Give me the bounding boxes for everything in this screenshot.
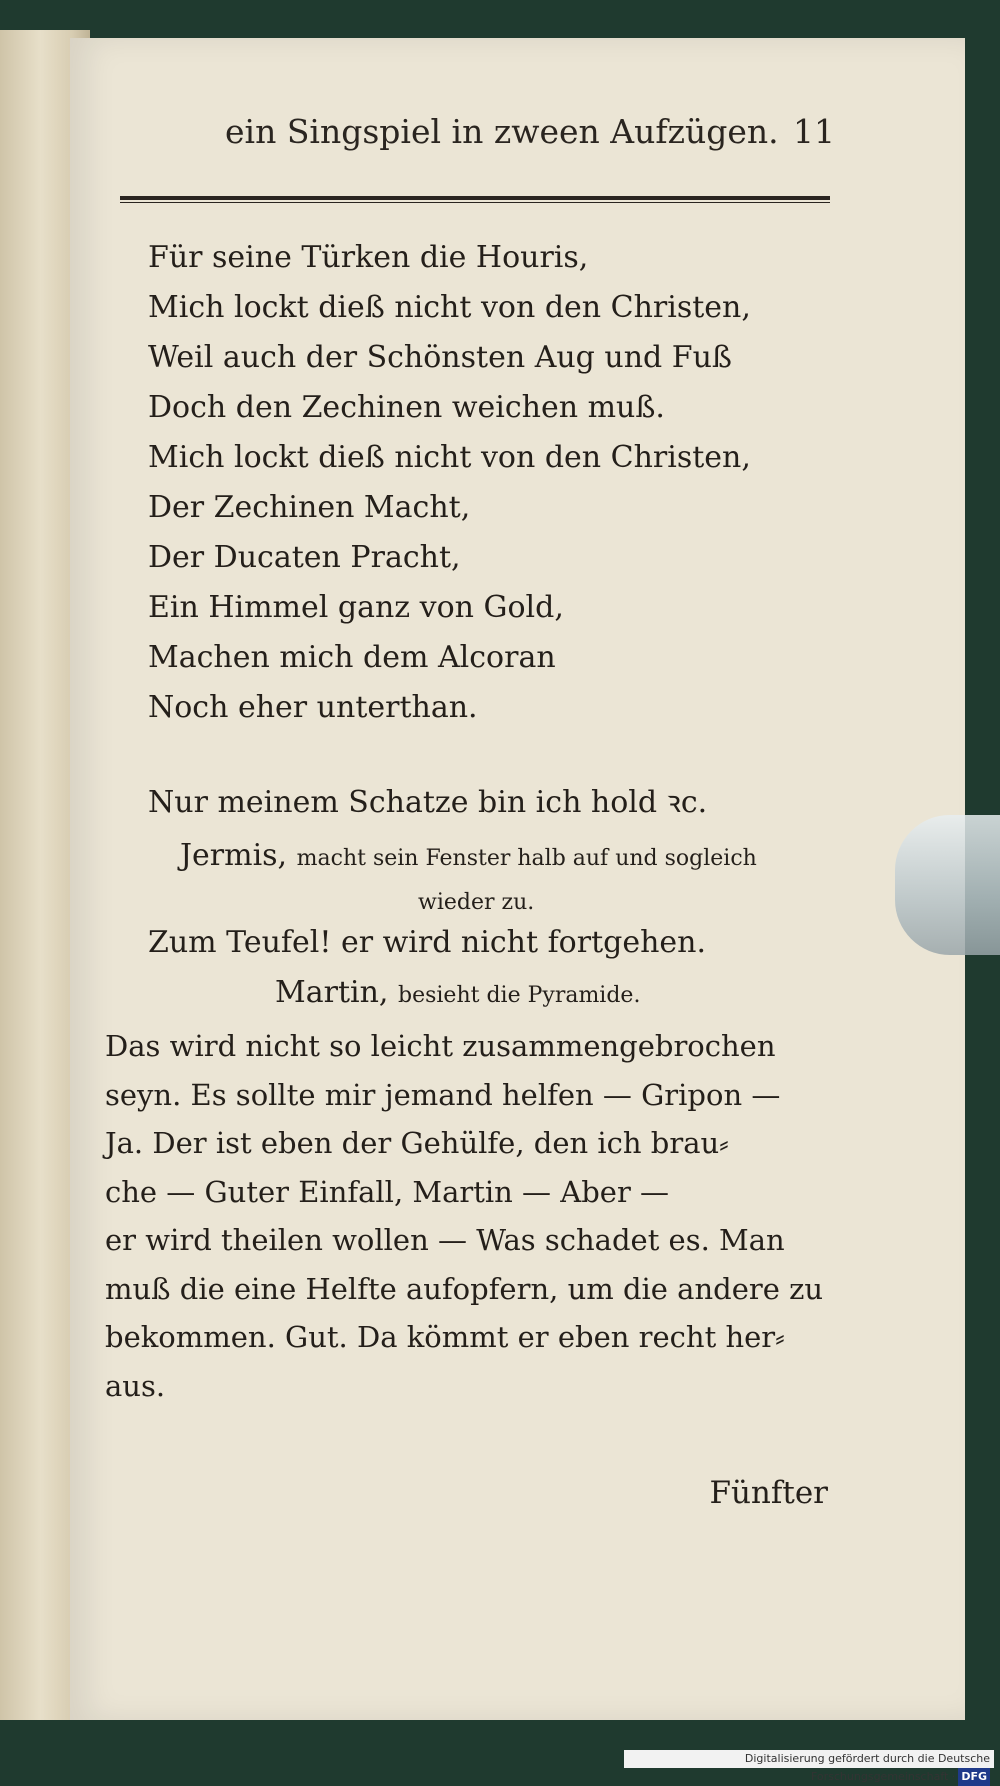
verse-line: Der Ducaten Pracht, xyxy=(148,540,461,575)
page-clip xyxy=(895,815,1000,955)
speaker-name: Jermis, xyxy=(180,838,288,873)
header-title: ein Singspiel in zween Aufzügen. xyxy=(225,112,779,151)
credit-text: Digitalisierung gefördert durch die Deutsche Forschungsgemeinschaft · xyxy=(744,1752,990,1783)
header-rule xyxy=(120,193,830,205)
verse-line: Doch den Zechinen weichen muß. xyxy=(148,390,665,425)
prose-line: muß die eine Helfte aufopfern, um die andere zu xyxy=(105,1271,824,1306)
rule-thin xyxy=(120,202,830,203)
jermis-line: Zum Teufel! er wird nicht fortgehen. xyxy=(148,925,707,960)
stage-direction: besieht die Pyramide. xyxy=(398,983,641,1008)
rule-thick xyxy=(120,196,830,200)
page-number: 11 xyxy=(793,112,835,151)
verse-line: Der Zechinen Macht, xyxy=(148,490,471,525)
speaker-martin xyxy=(275,975,640,1010)
prose-line: Ja. Der ist eben der Gehülfe, den ich brau⸗ xyxy=(105,1126,729,1160)
prose-line: er wird theilen wollen — Was schadet es. Man xyxy=(105,1223,785,1257)
prose-line: Das wird nicht so leicht zusammengebrochen xyxy=(105,1029,776,1063)
verse-line: Machen mich dem Alcoran xyxy=(148,640,556,675)
running-header xyxy=(225,112,845,162)
verse-line: Weil auch der Schönsten Aug und Fuß xyxy=(148,340,732,375)
verse-line: Mich lockt dieß nicht von den Christen, xyxy=(148,290,751,325)
stage-direction: macht sein Fenster halb auf und sogleich xyxy=(296,846,757,871)
verse-line: Für seine Türken die Houris, xyxy=(148,240,589,275)
dfg-logo: DFG xyxy=(958,1768,990,1786)
digitization-credit xyxy=(624,1750,994,1783)
verse-line: Ein Himmel ganz von Gold, xyxy=(148,590,564,625)
verse-line: Noch eher unterthan. xyxy=(148,690,478,725)
prose-line: che — Guter Einfall, Martin — Aber — xyxy=(105,1174,670,1209)
verse-line: Mich lockt dieß nicht von den Christen, xyxy=(148,440,751,475)
stage-direction: wieder zu. xyxy=(418,890,535,915)
catchword: Fünfter xyxy=(709,1475,828,1511)
prose-line: seyn. Es sollte mir jemand helfen — Gripon — xyxy=(105,1077,781,1112)
speaker-name: Martin, xyxy=(275,975,389,1010)
prose-line: bekommen. Gut. Da kömmt er eben recht her⸗ xyxy=(105,1320,785,1354)
prose-block xyxy=(105,1022,830,1410)
refrain-line: Nur meinem Schatze bin ich hold ꝛc. xyxy=(148,785,708,820)
prose-line: aus. xyxy=(105,1368,166,1403)
speaker-jermis xyxy=(180,838,757,873)
